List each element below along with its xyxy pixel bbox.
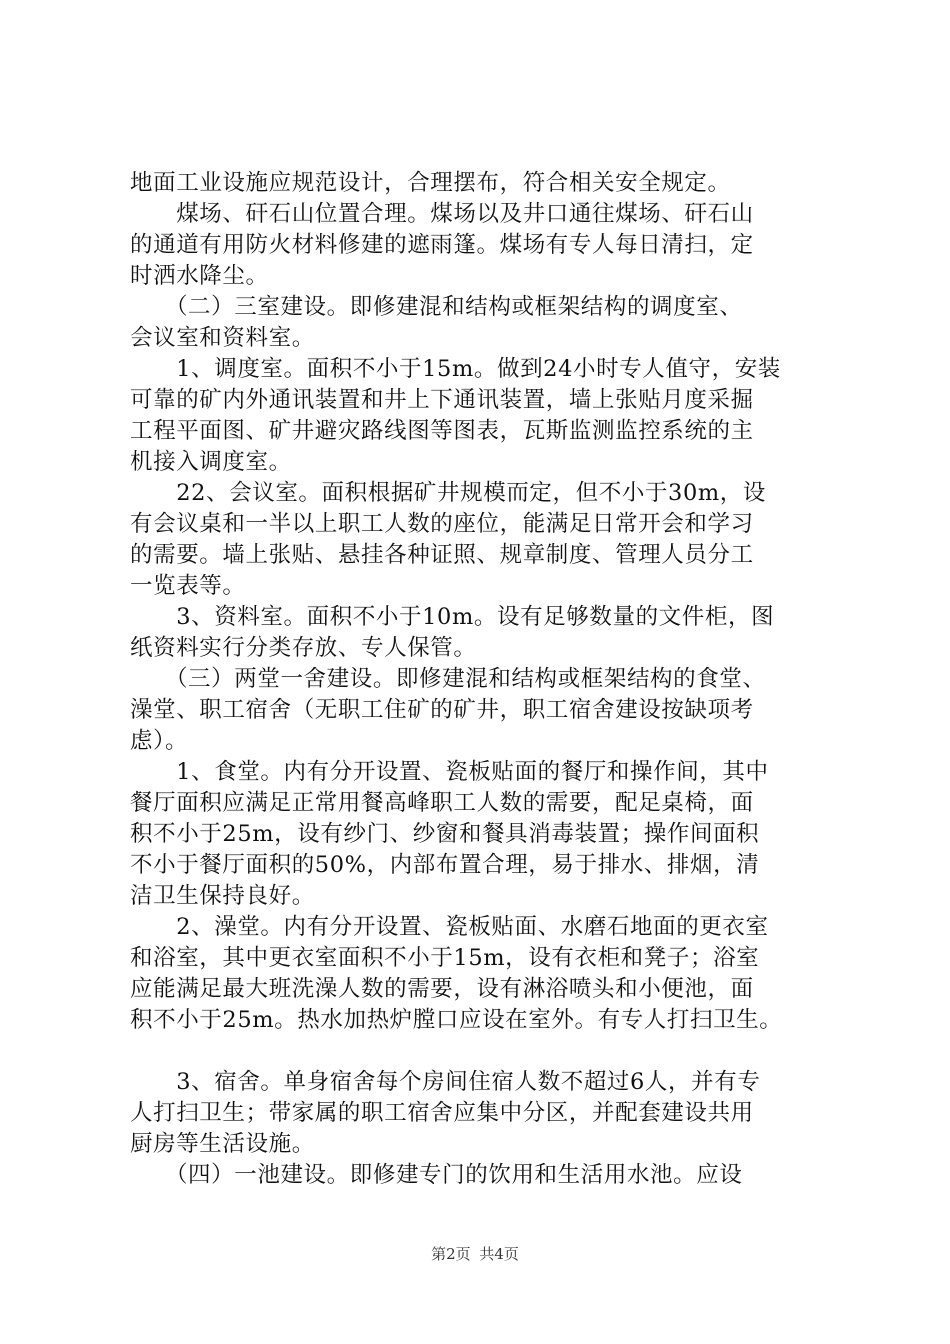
text-line: 机接入调度室。 bbox=[130, 449, 292, 475]
text-line: 地面工业设施应规范设计，合理摆布，符合相关安全规定。 bbox=[130, 170, 731, 196]
text-line: 积不小于25m，设有纱门、纱窗和餐具消毒装置；操作间面积 bbox=[130, 821, 760, 847]
text-line: 3、宿舍。单身宿舍每个房间住宿人数不超过6人，并有专 bbox=[130, 1069, 761, 1095]
text-line: 会议室和资料室。 bbox=[130, 325, 315, 351]
text-line: 人打扫卫生；带家属的职工宿舍应集中分区，并配套建设共用 bbox=[130, 1100, 754, 1126]
text-line: （四）一池建设。即修建专门的饮用和生活用水池。应设 bbox=[130, 1162, 743, 1188]
text-line: （三）两堂一舍建设。即修建混和结构或框架结构的食堂、 bbox=[130, 666, 766, 692]
text-line: 的需要。墙上张贴、悬挂各种证照、规章制度、管理人员分工 bbox=[130, 542, 754, 568]
text-line: （二）三室建设。即修建混和结构或框架结构的调度室、 bbox=[130, 294, 743, 320]
text-line: 澡堂、职工宿舍（无职工住矿的矿井，职工宿舍建设按缺项考 bbox=[130, 697, 754, 723]
text-line: 不小于餐厅面积的50%，内部布置合理，易于排水、排烟，清 bbox=[130, 852, 760, 878]
text-line: 1、食堂。内有分开设置、瓷板贴面的餐厅和操作间，其中 bbox=[130, 759, 769, 785]
text-line: 和浴室，其中更衣室面积不小于15m，设有衣柜和凳子；浴室 bbox=[130, 945, 760, 971]
text-line: 3、资料室。面积不小于10m。设有足够数量的文件柜，图 bbox=[130, 604, 775, 630]
text-line: 纸资料实行分类存放、专人保管。 bbox=[130, 635, 477, 661]
text-line: 1、调度室。面积不小于15m。做到24小时专人值守，安装 bbox=[130, 356, 781, 382]
text-line: 积不小于25m。热水加热炉膛口应设在室外。有专人打扫卫生。 bbox=[130, 1007, 783, 1033]
text-line: 厨房等生活设施。 bbox=[130, 1131, 315, 1157]
text-line bbox=[130, 1036, 860, 1067]
text-line: 虑）。 bbox=[130, 728, 189, 754]
page-footer bbox=[0, 1243, 950, 1264]
text-line: 时洒水降尘。 bbox=[130, 263, 269, 289]
text-line: 工程平面图、矿井避灾路线图等图表，瓦斯监测监控系统的主 bbox=[130, 418, 754, 444]
text-line: 2、澡堂。内有分开设置、瓷板贴面、水磨石地面的更衣室 bbox=[130, 914, 769, 940]
text-line: 一览表等。 bbox=[130, 573, 246, 599]
text-line: 餐厅面积应满足正常用餐高峰职工人数的需要，配足桌椅，面 bbox=[130, 790, 754, 816]
text-line: 煤场、矸石山位置合理。煤场以及井口通往煤场、矸石山 bbox=[130, 201, 754, 227]
text-line: 可靠的矿内外通讯装置和井上下通讯装置，墙上张贴月度采掘 bbox=[130, 387, 754, 413]
page-total: 共4页 bbox=[479, 1245, 519, 1263]
document-body bbox=[130, 168, 860, 1191]
text-line: 洁卫生保持良好。 bbox=[130, 883, 315, 909]
text-line: 应能满足最大班洗澡人数的需要，设有淋浴喷头和小便池，面 bbox=[130, 976, 754, 1002]
page-number: 第2页 bbox=[431, 1245, 471, 1263]
text-line: 22、会议室。面积根据矿井规模而定，但不小于30m，设 bbox=[130, 480, 766, 506]
text-line: 的通道有用防火材料修建的遮雨篷。煤场有专人每日清扫，定 bbox=[130, 232, 754, 258]
text-line: 有会议桌和一半以上职工人数的座位，能满足日常开会和学习 bbox=[130, 511, 754, 537]
